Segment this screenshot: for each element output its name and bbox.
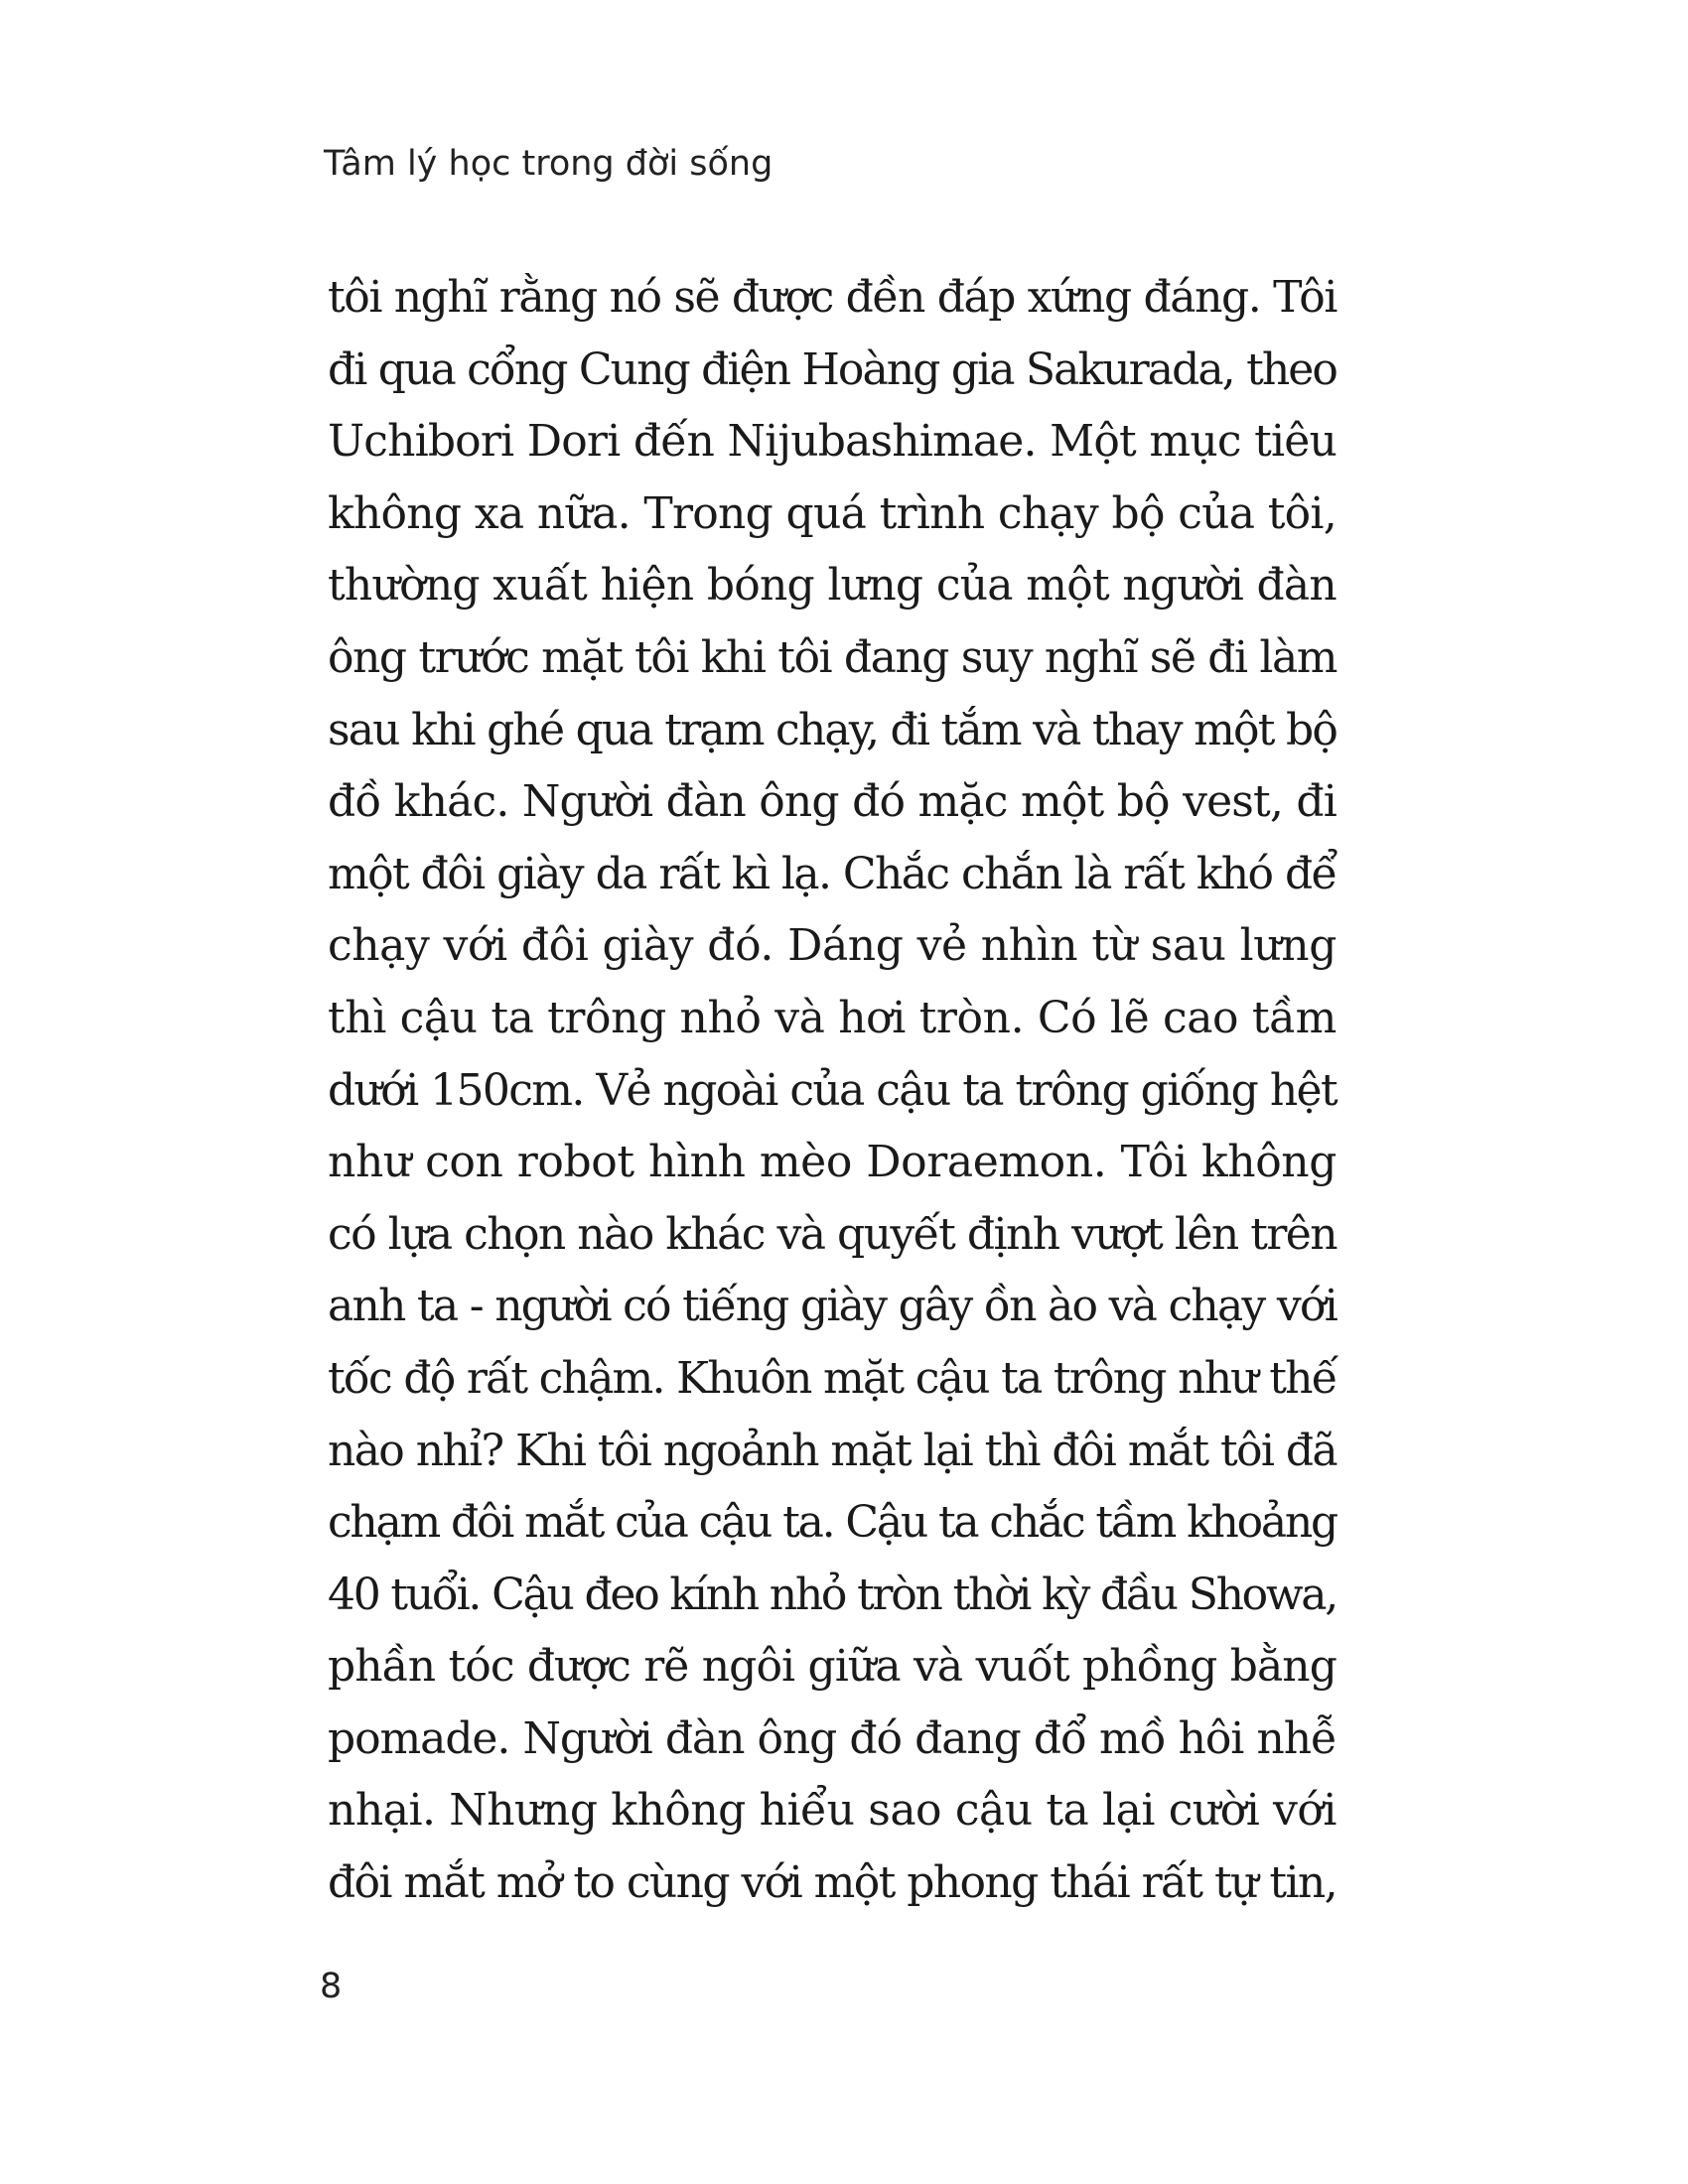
text-line: nào nhỉ? Khi tôi ngoảnh mặt lại thì đôi mắt tôi đã [328, 1425, 1336, 1476]
text-line: dưới 150cm. Vẻ ngoài của cậu ta trông giống hệt [328, 1064, 1336, 1116]
text-line: pomade. Người đàn ông đó đang đổ mồ hôi nhễ [328, 1712, 1336, 1764]
text-line: 40 tuổi. Cậu đeo kính nhỏ tròn thời kỳ đầu Showa, [328, 1569, 1336, 1620]
text-line: sau khi ghé qua trạm chạy, đi tắm và thay một bộ [328, 704, 1336, 755]
text-line: tốc độ rất chậm. Khuôn mặt cậu ta trông như thế [328, 1352, 1336, 1404]
page-number: 8 [320, 1967, 343, 2006]
text-line: chạy với đôi giày đó. Dáng vẻ nhìn từ sau lưng [328, 920, 1336, 972]
text-line: ông trước mặt tôi khi tôi đang suy nghĩ sẽ đi làm [328, 631, 1336, 683]
body-text [328, 262, 1336, 1920]
running-header: Tâm lý học trong đời sống [324, 144, 774, 184]
text-line: tôi nghĩ rằng nó sẽ được đền đáp xứng đáng. Tôi [328, 272, 1336, 323]
text-line: không xa nữa. Trong quá trình chạy bộ của tôi, [328, 487, 1336, 539]
text-line: đi qua cổng Cung điện Hoàng gia Sakurada, theo [328, 343, 1336, 395]
text-line: anh ta - người có tiếng giày gây ồn ào và chạy với [328, 1281, 1336, 1332]
text-line: đôi mắt mở to cùng với một phong thái rất tự tin, [328, 1857, 1336, 1909]
text-line: một đôi giày da rất kì lạ. Chắc chắn là rất khó để [328, 848, 1336, 899]
text-line: như con robot hình mèo Doraemon. Tôi không [328, 1137, 1336, 1188]
text-line: Uchibori Dori đến Nijubashimae. Một mục tiêu [328, 416, 1336, 468]
text-line: thì cậu ta trông nhỏ và hơi tròn. Có lẽ cao tầm [328, 992, 1336, 1043]
text-line: chạm đôi mắt của cậu ta. Cậu ta chắc tầm khoảng [328, 1497, 1336, 1549]
text-line: nhại. Nhưng không hiểu sao cậu ta lại cười với [328, 1785, 1336, 1837]
text-line: phần tóc được rẽ ngôi giữa và vuốt phồng bằng [328, 1641, 1336, 1693]
text-line: đồ khác. Người đàn ông đó mặc một bộ vest, đi [328, 776, 1336, 828]
text-line: thường xuất hiện bóng lưng của một người đàn [328, 560, 1336, 612]
text-line: có lựa chọn nào khác và quyết định vượt lên trên [328, 1208, 1336, 1260]
